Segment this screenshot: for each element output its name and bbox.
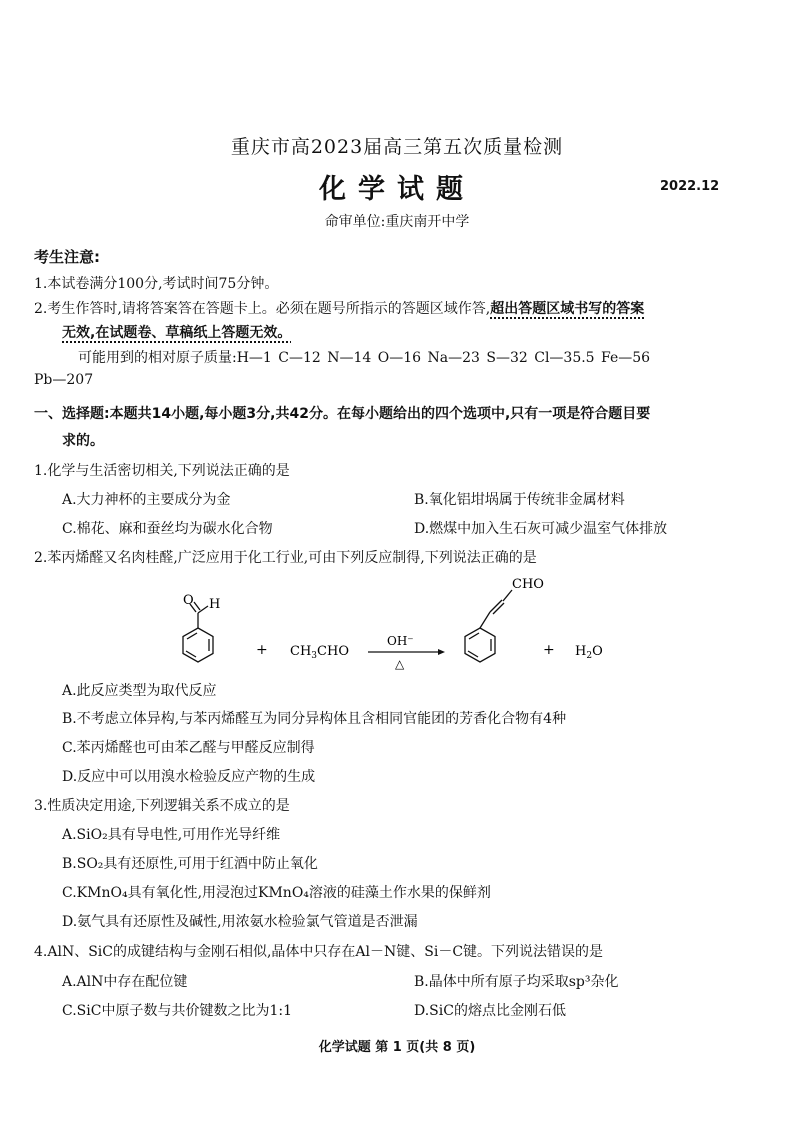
q2-option-d: D.反应中可以用溴水检验反应产物的生成 (62, 769, 316, 785)
plus-sign-2: + (543, 642, 555, 658)
q1-stem: 1.化学与生活密切相关,下列说法正确的是 (34, 463, 290, 479)
q1-option-b: B.氧化铝坩埚属于传统非金属材料 (414, 492, 625, 508)
q1-option-d: D.燃煤中加入生石灰可减少温室气体排放 (414, 521, 668, 537)
q2-stem: 2.苯丙烯醛又名肉桂醛,广泛应用于化工行业,可由下列反应制得,下列说法正确的是 (34, 550, 537, 566)
q3-option-c: C.KMnO₄具有氧化性,用浸泡过KMnO₄溶液的硅藻土作水果的保鲜剂 (62, 885, 491, 901)
q3-stem: 3.性质决定用途,下列逻辑关系不成立的是 (34, 798, 290, 814)
reagent-acetaldehyde: $CH_3CHO$ (290, 644, 349, 661)
atomic-masses-cont: Pb—207 (34, 372, 94, 388)
exam-title: 重庆市高2023届高三第五次质量检测 (230, 136, 564, 158)
water-formula: $H_2O$ (575, 644, 603, 661)
q4-stem: 4.AlN、SiC的成键结构与金刚石相似,晶体中只存在Al－N键、Si－C键。下列说法错误的是 (34, 944, 604, 960)
q2-option-c: C.苯丙烯醛也可由苯乙醛与甲醛反应制得 (62, 740, 315, 756)
reaction-scheme (150, 568, 630, 680)
q4-option-d: D.SiC的熔点比金刚石低 (414, 1003, 566, 1019)
notice-heading: 考生注意: (34, 248, 100, 266)
atomic-masses: 可能用到的相对原子质量:H—1 C—12 N—14 O—16 Na—23 S—32 Cl—35.5 Fe—56 (78, 350, 651, 366)
q3-option-b: B.SO₂具有还原性,可用于红酒中防止氧化 (62, 856, 318, 872)
q2-option-a: A.此反应类型为取代反应 (62, 683, 217, 699)
product-cho: CHO (512, 577, 544, 592)
notice-item-1: 1.本试卷满分100分,考试时间75分钟。 (34, 276, 279, 292)
condition-label: △ (395, 657, 405, 671)
aldehyde-h: H (209, 597, 221, 612)
aldehyde-oxygen: O (183, 593, 194, 608)
exam-date: 2022.12 (660, 179, 720, 194)
q1-option-a: A.大力神杯的主要成分为金 (62, 492, 231, 508)
section-heading-cont: 求的。 (62, 433, 104, 449)
plus-sign-1: + (256, 642, 268, 658)
section-heading: 一、选择题:本题共14小题,每小题3分,共42分。在每小题给出的四个选项中,只有一项是符合题目要 (34, 406, 651, 422)
notice-item-2-text: 2.考生作答时,请将答案答在答题卡上。必须在题号所指示的答题区域作答, (34, 301, 491, 317)
q4-option-a: A.AlN中存在配位键 (62, 974, 188, 990)
subject-title: 化学试题 (319, 174, 475, 205)
q1-option-c: C.棉花、麻和蚕丝均为碳水化合物 (62, 521, 273, 537)
compiling-unit: 命审单位:重庆南开中学 (324, 214, 470, 230)
notice-item-2-cont (62, 322, 291, 342)
notice-item-2-emphasis: 超出答题区域书写的答案 (490, 301, 645, 317)
notice-item-2-emphasis-cont: 无效,在试题卷、草稿纸上答题无效。 (62, 325, 292, 341)
q3-option-a: A.SiO₂具有导电性,可用作光导纤维 (62, 827, 281, 843)
cinnamaldehyde-structure (465, 590, 512, 662)
q3-option-d: D.氨气具有还原性及碱性,用浓氨水检验氯气管道是否泄漏 (62, 914, 418, 930)
q2-option-b: B.不考虑立体异构,与苯丙烯醛互为同分异构体且含相同官能团的芳香化合物有4种 (62, 711, 567, 727)
catalyst-label: OH⁻ (387, 634, 414, 648)
q4-option-b: B.晶体中所有原子均采取sp³杂化 (414, 974, 619, 990)
reaction-arrowhead (438, 649, 445, 655)
page-footer: 化学试题 第 1 页(共 8 页) (318, 1040, 476, 1055)
notice-item-2 (34, 298, 644, 318)
q4-option-c: C.SiC中原子数与共价键数之比为1:1 (62, 1003, 292, 1019)
